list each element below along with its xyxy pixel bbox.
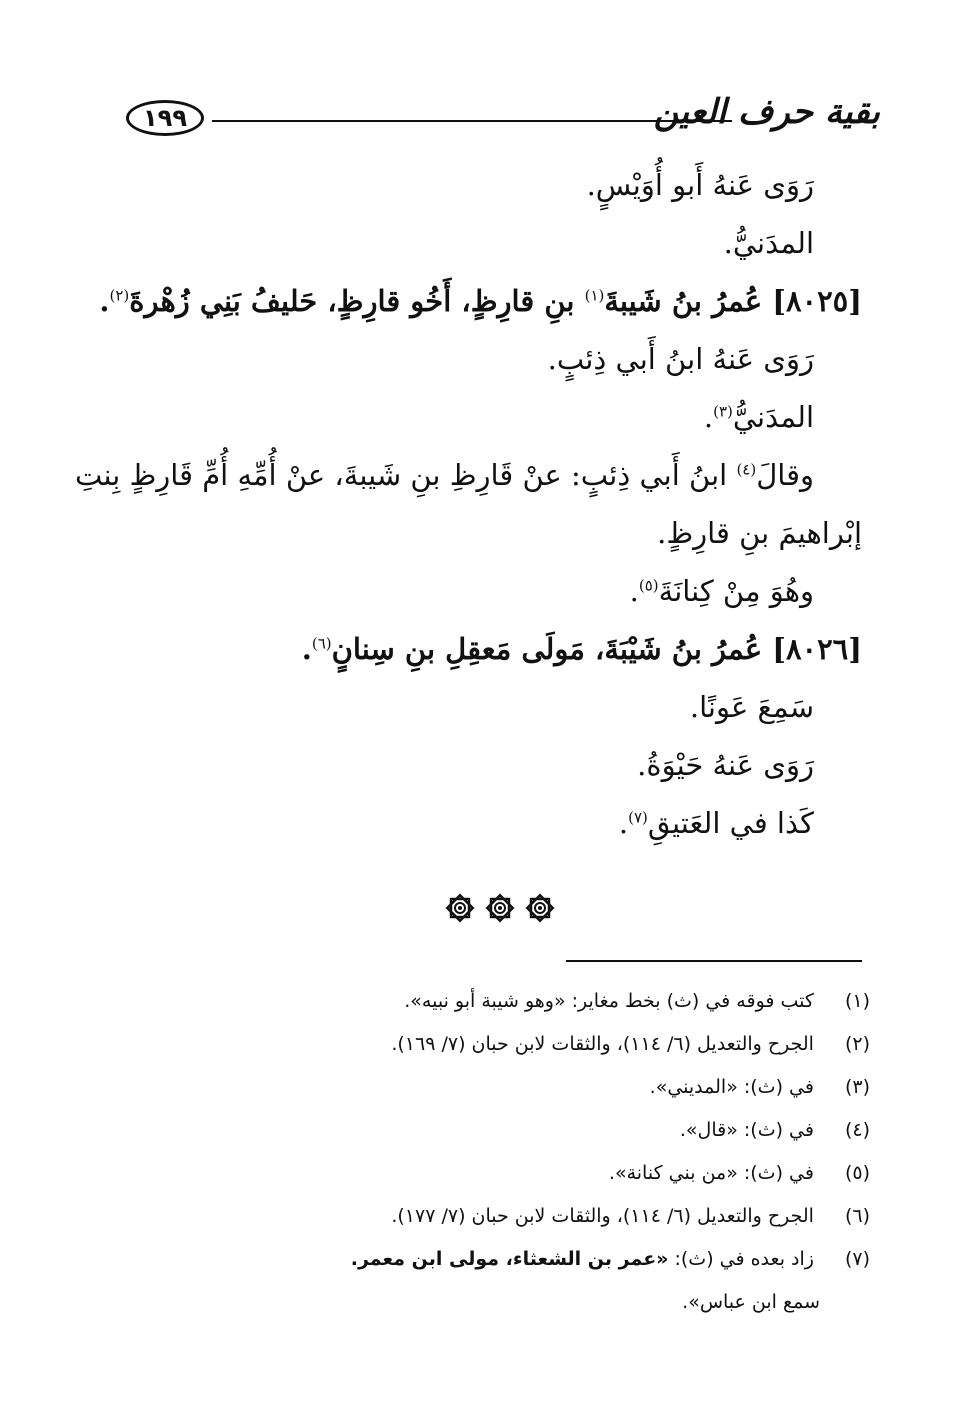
footnote-ref-2: (٢)	[109, 286, 130, 305]
footnote-ref-1: (١)	[584, 286, 605, 305]
flower-ornament-icon	[524, 892, 556, 924]
flower-ornament-icon	[444, 892, 476, 924]
entry-8025	[99, 272, 862, 330]
text-line-12	[116, 794, 862, 852]
text-line-6	[74, 446, 862, 504]
entry-8025-head: [٨٠٢٥] عُمرُ بنُ شَيبةَ	[604, 284, 862, 318]
footnote-separator	[566, 960, 862, 962]
footnote-4	[110, 1109, 870, 1152]
entry-8026-period: .	[301, 632, 312, 666]
text-line-11: رَوَى عَنهُ حَيْوَةُ.	[637, 748, 814, 782]
footnote-ref-5: (٥)	[638, 576, 659, 595]
footnote-6	[110, 1195, 870, 1238]
footnote-ref-4: (٤)	[736, 460, 757, 479]
footnote-text: زاد بعده في (ث):	[668, 1248, 814, 1270]
footnote-text: الجرح والتعديل (٦/ ١١٤)، والثقات لابن حبان (٧/ ١٧٧).	[391, 1205, 814, 1227]
page-header	[120, 88, 880, 158]
atiq-period: .	[618, 806, 629, 840]
kinana-text: وهُوَ مِنْ كِنانَةَ	[658, 574, 814, 608]
footnote-text: الجرح والتعديل (٦/ ١١٤)، والثقات لابن حبان (٧/ ١٦٩).	[391, 1033, 814, 1055]
entry-8025-rest: بنِ قارِظٍ، أَخُو قارِظٍ، حَليفُ بَنِي زُهْرةَ	[129, 284, 585, 318]
qala-word: وقالَ	[756, 458, 814, 492]
footnote-ref-6: (٦)	[311, 634, 332, 653]
text-line-4: رَوَى عَنهُ ابنُ أَبي ذِئبٍ.	[547, 342, 814, 376]
kinana-period: .	[629, 574, 639, 608]
footnote-text: في (ث): «قال».	[679, 1119, 814, 1141]
qala-rest: ابنُ أَبي ذِئبٍ: عنْ قَارِظِ بنِ شَيبةَ، عنْ أُمِّهِ أُمِّ قَارِظٍ بِنتِ	[74, 458, 737, 492]
footnote-text: في (ث): «المديني».	[649, 1076, 814, 1098]
text-line-5	[116, 388, 862, 446]
madani-word: المدَنيُّ	[732, 400, 814, 434]
footnote-ref-3: (٣)	[713, 402, 733, 421]
running-head: بقية حرف العين	[653, 92, 880, 132]
text-line-8	[116, 562, 862, 620]
atiq-text: كَذا في العَتيقِ	[647, 806, 814, 840]
text-line-1: رَوَى عَنهُ أَبو أُوَيْسٍ.	[586, 168, 814, 202]
flower-ornament-icon	[484, 892, 516, 924]
text-line-7: إبْراهيمَ بنِ قارِظٍ.	[657, 516, 862, 550]
footnote-2	[110, 1023, 870, 1066]
footnote-number: (٦)	[844, 1205, 870, 1227]
text-line-10: سَمِعَ عَونًا.	[689, 690, 814, 724]
footnote-1	[110, 980, 870, 1023]
footnote-number: (٣)	[844, 1076, 870, 1098]
footnote-quote: «عمر بن الشعثاء، مولى ابن معمر.	[350, 1248, 669, 1270]
entry-8026-text: [٨٠٢٦] عُمرُ بنُ شَيْبَةَ، مَولَى مَعقِلِ بنِ سِنانٍ	[331, 632, 862, 666]
footnote-text: في (ث): «من بني كنانة».	[608, 1162, 814, 1184]
main-text	[74, 156, 862, 852]
section-ornament	[444, 888, 556, 928]
entry-8026	[116, 620, 862, 678]
footnote-number: (٢)	[844, 1033, 870, 1055]
madani-period: .	[703, 400, 714, 434]
footnote-number: (٧)	[844, 1248, 870, 1270]
footnote-3	[110, 1066, 870, 1109]
footnotes	[110, 980, 870, 1324]
footnote-number: (٥)	[844, 1162, 870, 1184]
footnote-text: كتب فوقه في (ث) بخط مغاير: «وهو شيبة أبو نبيه».	[404, 990, 814, 1012]
page-number: ١٩٩	[126, 100, 204, 136]
footnote-number: (١)	[844, 990, 870, 1012]
footnote-number: (٤)	[844, 1119, 870, 1141]
footnote-7-continued	[110, 1281, 870, 1324]
footnote-ref-7: (٧)	[628, 808, 648, 827]
footnote-5	[110, 1152, 870, 1195]
text-line-2: المدَنيُّ.	[723, 226, 814, 260]
footnote-7	[110, 1238, 870, 1281]
footnote-text: سمع ابن عباس».	[682, 1291, 820, 1313]
entry-8025-period: .	[99, 284, 110, 318]
